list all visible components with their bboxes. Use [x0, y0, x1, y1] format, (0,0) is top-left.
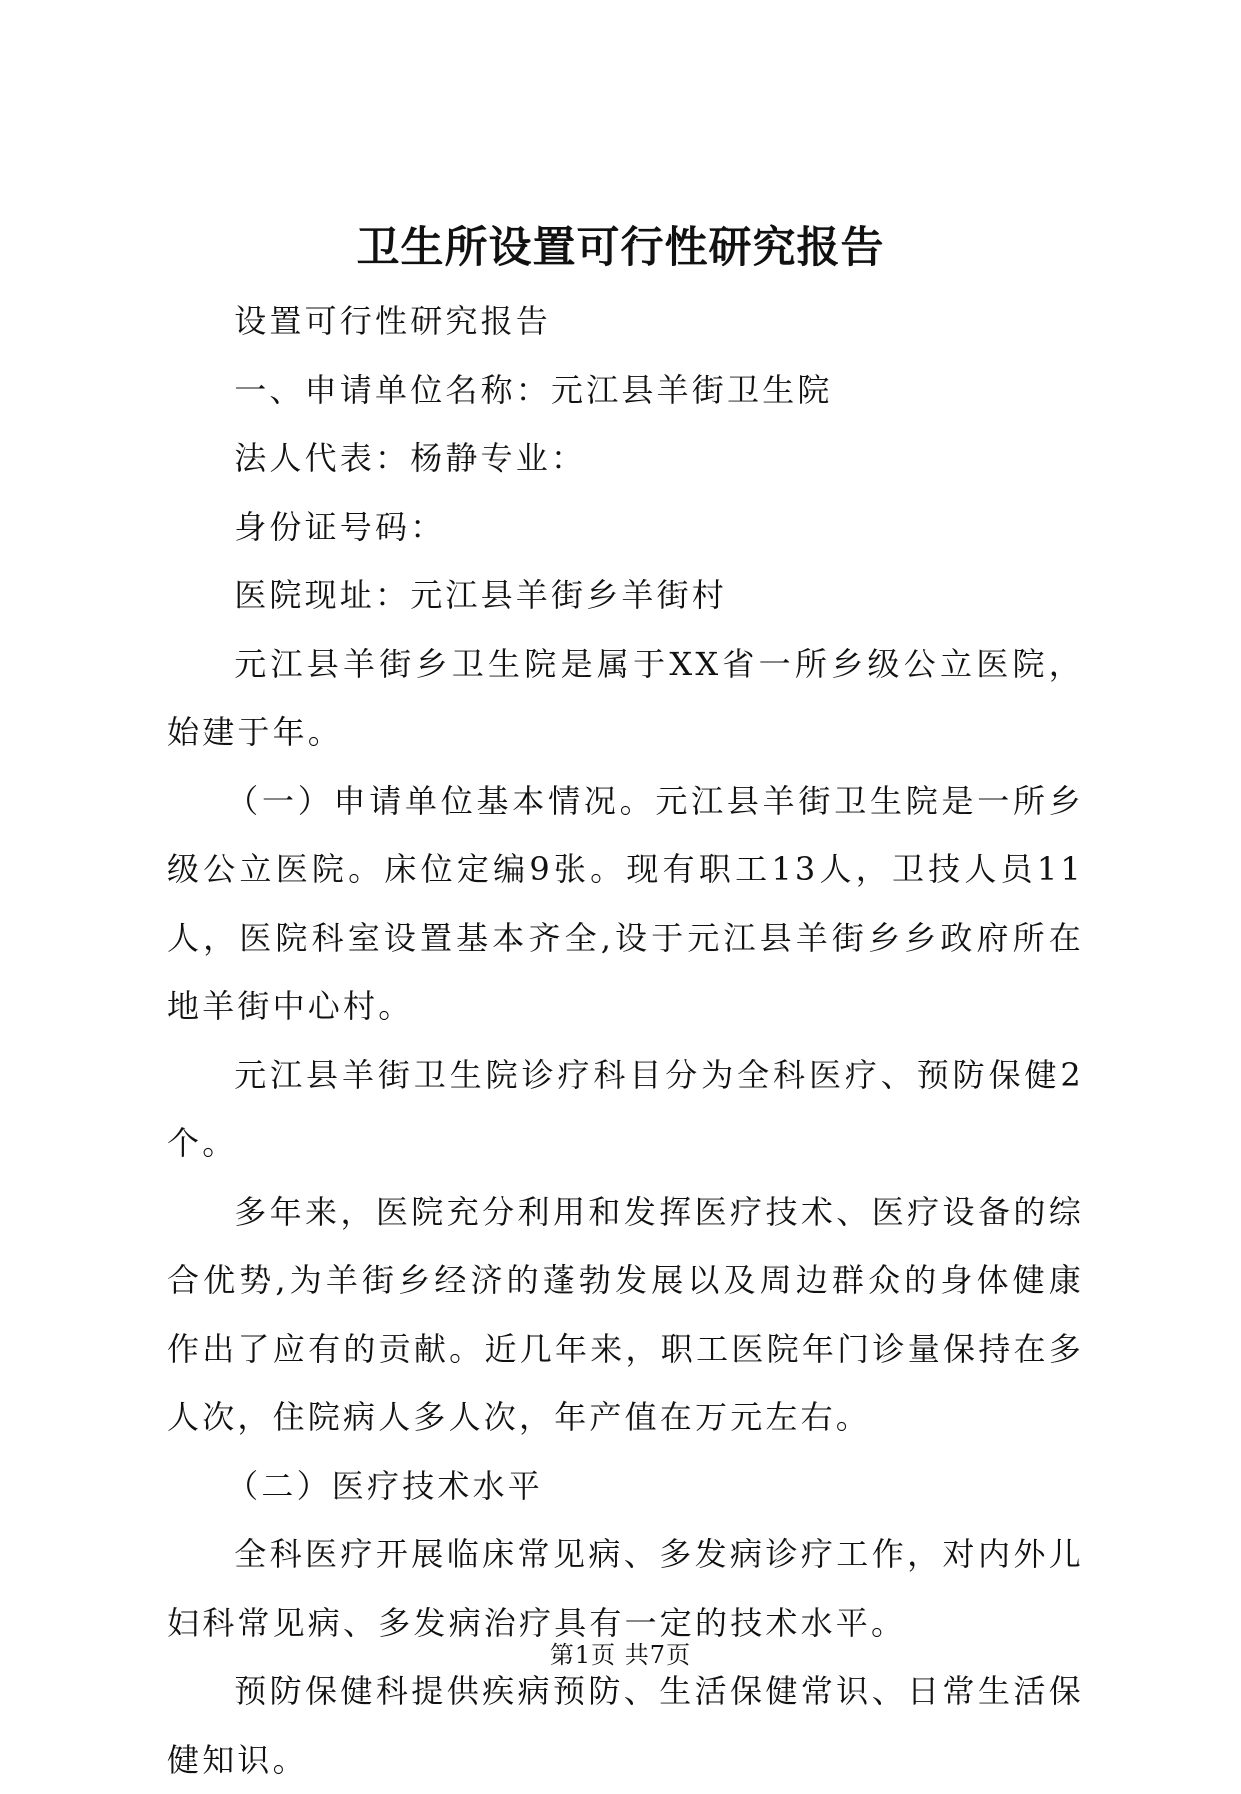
page-number-footer: 第1页 共7页	[549, 1641, 692, 1669]
paragraph-basic-situation: （一）申请单位基本情况。元江县羊街卫生院是一所乡级公立医院。床位定编9张。现有职工13人，卫技人员11人，医院科室设置基本齐全,设于元江县羊街乡乡政府所在地羊街中心村。	[167, 781, 1084, 1025]
paragraph-legal-representative: 法人代表：杨静专业：	[234, 439, 587, 477]
paragraph-applicant-name: 一、申请单位名称：元江县羊街卫生院	[234, 370, 833, 409]
paragraph-general-medicine: 全科医疗开展临床常见病、多发病诊疗工作，对内外儿妇科常见病、多发病治疗具有一定的技术水平。	[167, 1535, 1084, 1642]
paragraph-hospital-intro: 元江县羊街乡卫生院是属于XX省一所乡级公立医院，始建于年。	[167, 644, 1084, 751]
document-body	[167, 287, 1084, 1794]
paragraph-departments: 元江县羊街卫生院诊疗科目分为全科医疗、预防保健2个。	[167, 1055, 1084, 1162]
paragraph-subtitle: 设置可行性研究报告	[234, 302, 551, 340]
paragraph-address: 医院现址：元江县羊街乡羊街村	[234, 576, 727, 614]
document-title: 卫生所设置可行性研究报告	[356, 223, 885, 273]
paragraph-preventive-care: 预防保健科提供疾病预防、生活保健常识、日常生活保健知识。	[167, 1672, 1084, 1779]
paragraph-id-number: 身份证号码：	[234, 507, 446, 546]
paragraph-contribution: 多年来，医院充分利用和发挥医疗技术、医疗设备的综合优势,为羊街乡经济的蓬勃发展以及周边群众的身体健康作出了应有的贡献。近几年来，职工医院年门诊量保持在多人次，住院病人多人次，年产值在万元左右。	[167, 1192, 1084, 1436]
paragraph-technical-heading: （二）医疗技术水平	[226, 1466, 543, 1505]
